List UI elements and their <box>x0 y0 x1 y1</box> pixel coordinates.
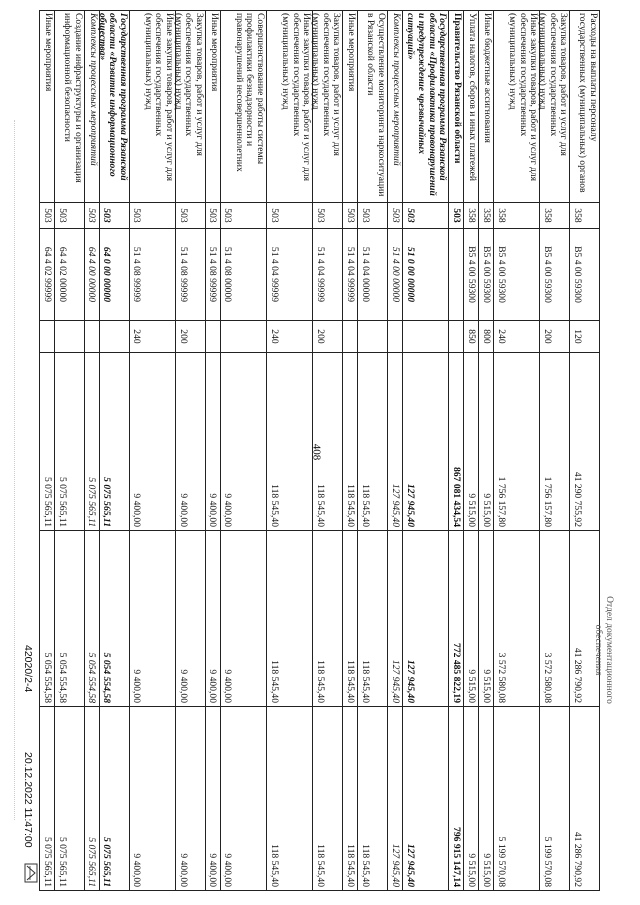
cell-v2 <box>99 531 129 707</box>
cell-vr-text: 240 <box>131 329 143 344</box>
cell-code-text: 503 <box>450 208 462 223</box>
cell-v1 <box>54 353 84 531</box>
cell-vr <box>266 321 312 353</box>
cell-vr <box>402 321 448 353</box>
cell-code-text: 358 <box>465 208 477 223</box>
cell-code <box>84 203 99 229</box>
cell-code <box>266 203 312 229</box>
cell-v3-text: 5 075 565,11 <box>41 836 53 887</box>
cell-name-text: Совершенствование работы системы профилактики безнадзорности и правонарушений несовершеннолетних <box>233 13 266 172</box>
cell-v3 <box>402 707 448 891</box>
cell-v1-text: 1 756 157,80 <box>495 476 507 527</box>
cell-vr <box>539 321 569 353</box>
cell-v2-text: 127 945,40 <box>389 659 401 703</box>
cell-v1 <box>129 353 175 531</box>
cell-v2 <box>448 531 463 707</box>
cell-v3 <box>84 707 99 891</box>
cell-name <box>266 11 312 203</box>
cell-v2 <box>84 531 99 707</box>
cell-vr-text: 800 <box>480 329 492 344</box>
cell-vr <box>493 321 539 353</box>
cell-code <box>342 203 357 229</box>
cell-target-text: 64 4 02 99999 <box>41 246 53 303</box>
cell-v1-text: 118 545,40 <box>314 484 326 527</box>
cell-target <box>220 229 266 321</box>
cell-v2-text: 9 400,00 <box>131 669 143 703</box>
cell-code-text: 503 <box>222 208 234 223</box>
cell-code <box>99 203 129 229</box>
cell-v3-text: 41 286 790,92 <box>571 831 583 887</box>
cell-name-text: Иные бюджетные ассигнования <box>481 13 493 143</box>
cell-v1-text: 118 545,40 <box>359 484 371 527</box>
cell-target <box>312 229 342 321</box>
cell-v3 <box>478 707 493 891</box>
cell-target-text: 51 0 00 00000 <box>404 246 416 303</box>
cell-vr <box>205 321 220 353</box>
cell-target <box>205 229 220 321</box>
cell-vr <box>129 321 175 353</box>
cell-name <box>569 11 599 203</box>
cell-name-text: Осуществление мониторинга наркоситуации в Рязанской области <box>365 13 387 197</box>
cell-name-text: Иные закупки товаров, работ и услуг для обеспечения государственных (муниципальных) нужд <box>280 13 313 182</box>
cell-v3-text: 127 945,40 <box>404 843 416 887</box>
department-stamp <box>592 560 614 740</box>
cell-name <box>402 11 448 203</box>
cell-vr-text: 850 <box>465 329 477 344</box>
cell-v3 <box>493 707 539 891</box>
cell-v1-text: 1 756 157,80 <box>541 476 553 527</box>
cell-name-text: Уплата налогов, сборов и иных платежей <box>467 13 479 182</box>
cell-name-text: Закупка товаров, работ и услуг для обеспечения государственных (муниципальных) нужд <box>172 13 205 156</box>
cell-name-text: Иные мероприятия <box>208 13 220 92</box>
cell-v1 <box>99 353 129 531</box>
cell-v2-text: 118 545,40 <box>344 660 356 703</box>
cell-target <box>84 229 99 321</box>
cell-name <box>205 11 220 203</box>
cell-code <box>205 203 220 229</box>
stamp-line-2: обеспечения <box>593 624 603 676</box>
cell-name-text: Расходы на выплаты персоналу государственных (муниципальных) органов <box>577 13 599 193</box>
cell-code <box>54 203 84 229</box>
cell-v3 <box>205 707 220 891</box>
cell-v3-text: 5 199 570,08 <box>495 836 507 887</box>
cell-v2 <box>493 531 539 707</box>
cell-target <box>39 229 54 321</box>
cell-v1 <box>539 353 569 531</box>
cell-name <box>493 11 539 203</box>
cell-v2-text: 118 545,40 <box>359 660 371 703</box>
cell-name <box>220 11 266 203</box>
cell-target-text: B5 4 00 59300 <box>495 246 507 303</box>
cell-code-text: 503 <box>314 208 326 223</box>
cell-v1 <box>175 353 205 531</box>
cell-vr-text: 200 <box>314 329 326 344</box>
footer-doc-id: 42020/2-4 <box>22 645 34 693</box>
cell-v3 <box>99 707 129 891</box>
cell-target <box>357 229 387 321</box>
cell-target <box>463 229 478 321</box>
cell-vr-text: 120 <box>571 329 583 344</box>
cell-v1 <box>357 353 387 531</box>
cell-v2 <box>539 531 569 707</box>
cell-v3 <box>175 707 205 891</box>
cell-target-text: 51 4 00 00000 <box>389 246 401 303</box>
cell-v1 <box>84 353 99 531</box>
cell-name <box>54 11 84 203</box>
cell-v3-text: 9 515,00 <box>465 853 477 887</box>
cell-v1-text: 118 545,40 <box>344 484 356 527</box>
cell-v1-text: 9 400,00 <box>177 493 189 527</box>
cell-code-text: 503 <box>177 208 189 223</box>
cell-vr-text: 240 <box>268 329 280 344</box>
cell-name <box>387 11 402 203</box>
cell-v3-text: 5 075 565,11 <box>56 836 68 887</box>
cell-name-text: Иные закупки товаров, работ и услуг для обеспечения государственных (муниципальных) нужд <box>142 13 175 182</box>
cell-target <box>342 229 357 321</box>
cell-code <box>402 203 448 229</box>
scan-noise <box>14 120 16 820</box>
cell-code <box>220 203 266 229</box>
cell-v3-text: 9 400,00 <box>177 853 189 887</box>
document-logo-icon <box>20 858 42 888</box>
cell-v3-text: 127 945,40 <box>389 843 401 887</box>
cell-vr <box>312 321 342 353</box>
cell-target-text: 51 4 08 99999 <box>207 246 219 303</box>
cell-v2 <box>54 531 84 707</box>
cell-target <box>266 229 312 321</box>
cell-target <box>402 229 448 321</box>
cell-target-text: B5 4 00 59300 <box>480 246 492 303</box>
cell-vr <box>569 321 599 353</box>
cell-v1-text: 9 400,00 <box>131 493 143 527</box>
cell-name-text: Комплексы процессных мероприятий <box>390 13 402 166</box>
cell-vr <box>448 321 463 353</box>
cell-v2-text: 127 945,40 <box>404 659 416 703</box>
cell-v3 <box>54 707 84 891</box>
cell-code <box>357 203 387 229</box>
cell-vr <box>175 321 205 353</box>
cell-target-text: B5 4 00 59300 <box>541 246 553 303</box>
cell-code-text: 503 <box>41 208 53 223</box>
cell-code-text: 358 <box>480 208 492 223</box>
cell-code-text: 358 <box>541 208 553 223</box>
cell-v2-text: 772 485 822,19 <box>450 643 462 703</box>
cell-vr <box>84 321 99 353</box>
cell-v3 <box>387 707 402 891</box>
cell-v1-text: 9 400,00 <box>207 493 219 527</box>
cell-name-text: Иные закупки товаров, работ и услуг для обеспечения государственных (муниципальных) нужд <box>507 13 540 182</box>
cell-v3-text: 5 075 565,11 <box>86 837 98 887</box>
cell-vr-text: 200 <box>541 329 553 344</box>
cell-v3 <box>266 707 312 891</box>
cell-v2 <box>39 531 54 707</box>
cell-v2 <box>220 531 266 707</box>
cell-code-text: 358 <box>571 208 583 223</box>
cell-name-text: Правительство Рязанской области <box>452 13 464 164</box>
cell-v2 <box>175 531 205 707</box>
cell-target <box>493 229 539 321</box>
cell-v2-text: 118 545,40 <box>268 660 280 703</box>
cell-vr <box>387 321 402 353</box>
cell-v3-text: 9 400,00 <box>207 853 219 887</box>
cell-v2-text: 9 400,00 <box>177 669 189 703</box>
cell-name-text: Государственная программа Рязанской области «Профилактика правонарушений и предупреждение чрезвычайных ситуаций» <box>405 13 449 196</box>
cell-target-text: 51 4 08 99999 <box>131 246 143 303</box>
cell-v2-text: 5 054 554,58 <box>101 652 113 703</box>
cell-v1-text: 867 081 434,54 <box>450 467 462 527</box>
cell-v3-text: 9 400,00 <box>222 853 234 887</box>
cell-vr <box>99 321 129 353</box>
cell-vr <box>220 321 266 353</box>
cell-code <box>478 203 493 229</box>
cell-name <box>342 11 357 203</box>
cell-target-text: 64 4 00 00000 <box>86 246 98 303</box>
cell-v1 <box>402 353 448 531</box>
page-number: 408 <box>310 443 323 461</box>
cell-code-text: 503 <box>56 208 68 223</box>
cell-v2 <box>205 531 220 707</box>
cell-name <box>463 11 478 203</box>
cell-v3-text: 5 199 570,08 <box>541 836 553 887</box>
cell-v2-text: 3 572 580,08 <box>495 652 507 703</box>
cell-v2-text: 118 545,40 <box>314 660 326 703</box>
cell-v3-text: 118 545,40 <box>344 844 356 887</box>
cell-v3 <box>539 707 569 891</box>
cell-v3-text: 118 545,40 <box>268 844 280 887</box>
cell-v1 <box>342 353 357 531</box>
cell-target <box>387 229 402 321</box>
cell-code <box>493 203 539 229</box>
cell-v3-text: 9 400,00 <box>131 853 143 887</box>
cell-code-text: 503 <box>207 208 219 223</box>
cell-target-text: 51 4 04 99999 <box>268 246 280 303</box>
cell-code-text: 503 <box>389 208 401 223</box>
cell-v2-text: 9 400,00 <box>222 669 234 703</box>
cell-name <box>448 11 463 203</box>
cell-vr-text: 240 <box>495 329 507 344</box>
stamp-line-1: Отдел документационного <box>604 596 614 704</box>
cell-v2 <box>312 531 342 707</box>
cell-name-text: Государственная программа Рязанской области «Развитие информационного общества» <box>96 13 129 181</box>
cell-v3 <box>220 707 266 891</box>
cell-code-text: 503 <box>101 208 113 223</box>
cell-v3 <box>448 707 463 891</box>
cell-code <box>129 203 175 229</box>
cell-v1-text: 5 075 565,11 <box>101 477 113 527</box>
cell-code <box>312 203 342 229</box>
cell-vr <box>39 321 54 353</box>
cell-v1-text: 9 515,00 <box>465 493 477 527</box>
cell-target-text: B5 4 00 59300 <box>571 246 583 303</box>
cell-target-text: 64 0 00 00000 <box>101 246 113 303</box>
cell-code-text: 358 <box>495 208 507 223</box>
cell-v1-text: 9 400,00 <box>222 493 234 527</box>
cell-code-text: 503 <box>359 208 371 223</box>
cell-name <box>172 11 205 203</box>
cell-name-text: Иные мероприятия <box>346 13 358 92</box>
cell-vr <box>478 321 493 353</box>
cell-name <box>129 11 175 203</box>
cell-v1-text: 127 945,40 <box>389 483 401 527</box>
cell-v2-text: 5 054 554,58 <box>56 652 68 703</box>
cell-name <box>478 11 493 203</box>
cell-vr-text: 200 <box>177 329 189 344</box>
cell-vr <box>342 321 357 353</box>
cell-v3-text: 9 515,00 <box>480 853 492 887</box>
cell-target <box>175 229 205 321</box>
cell-v1-text: 127 945,40 <box>404 483 416 527</box>
cell-v1 <box>478 353 493 531</box>
cell-name-text: Комплексы процессных мероприятий <box>87 13 99 166</box>
cell-v3-text: 118 545,40 <box>359 844 371 887</box>
cell-target-text: 51 4 04 99999 <box>344 246 356 303</box>
cell-v1 <box>39 353 54 531</box>
cell-v1 <box>387 353 402 531</box>
cell-v2-text: 9 400,00 <box>207 669 219 703</box>
cell-code <box>387 203 402 229</box>
cell-target-text: 64 4 02 00000 <box>56 246 68 303</box>
cell-target-text: 51 4 04 99999 <box>314 246 326 303</box>
cell-v1-text: 5 075 565,11 <box>86 477 98 527</box>
cell-code <box>463 203 478 229</box>
cell-target <box>448 229 463 321</box>
cell-v1-text: 118 545,40 <box>268 484 280 527</box>
cell-v3-text: 118 545,40 <box>314 844 326 887</box>
cell-v2-text: 41 286 790,92 <box>571 647 583 703</box>
cell-v1 <box>312 353 342 531</box>
cell-code <box>39 203 54 229</box>
cell-target <box>478 229 493 321</box>
cell-v3 <box>463 707 478 891</box>
cell-vr <box>463 321 478 353</box>
cell-v1 <box>463 353 478 531</box>
cell-v1-text: 41 290 755,92 <box>571 471 583 527</box>
cell-name <box>536 11 570 203</box>
cell-name <box>39 11 54 203</box>
cell-vr <box>357 321 387 353</box>
cell-code <box>175 203 205 229</box>
cell-target <box>569 229 599 321</box>
cell-v1 <box>493 353 539 531</box>
cell-code-text: 503 <box>344 208 356 223</box>
cell-v1 <box>220 353 266 531</box>
cell-v3 <box>342 707 357 891</box>
cell-code <box>539 203 569 229</box>
cell-vr <box>54 321 84 353</box>
cell-v1-text: 5 075 565,11 <box>41 476 53 527</box>
cell-v2-text: 9 515,00 <box>465 669 477 703</box>
cell-v3 <box>357 707 387 891</box>
cell-v2 <box>266 531 312 707</box>
cell-v2 <box>387 531 402 707</box>
cell-target <box>54 229 84 321</box>
cell-name <box>96 11 129 203</box>
cell-v3 <box>312 707 342 891</box>
cell-name <box>84 11 99 203</box>
cell-target-text: B5 4 00 59300 <box>465 246 477 303</box>
cell-v2-text: 9 515,00 <box>480 669 492 703</box>
cell-code-text: 503 <box>404 208 416 223</box>
cell-code-text: 503 <box>131 208 143 223</box>
cell-v2 <box>129 531 175 707</box>
cell-target <box>539 229 569 321</box>
cell-v3-text: 5 075 565,11 <box>101 837 113 887</box>
cell-target <box>129 229 175 321</box>
cell-code <box>448 203 463 229</box>
cell-v1 <box>569 353 599 531</box>
cell-v1 <box>448 353 463 531</box>
cell-v1-text: 5 075 565,11 <box>56 476 68 527</box>
cell-name-text: Иные мероприятия <box>42 13 54 92</box>
cell-v2 <box>402 531 448 707</box>
cell-v1 <box>266 353 312 531</box>
cell-target-text: 51 4 04 00000 <box>359 246 371 303</box>
cell-v3 <box>129 707 175 891</box>
cell-v2 <box>478 531 493 707</box>
cell-v2 <box>463 531 478 707</box>
cell-name-text: Закупка товаров, работ и услуг для обеспечения государственных (муниципальных) нужд <box>309 13 343 156</box>
cell-name <box>357 11 387 203</box>
cell-code-text: 503 <box>86 208 98 223</box>
cell-v2-text: 3 572 580,08 <box>541 652 553 703</box>
cell-target-text: 51 4 08 99999 <box>177 246 189 303</box>
cell-v2 <box>342 531 357 707</box>
cell-target <box>99 229 129 321</box>
cell-v2 <box>357 531 387 707</box>
cell-code <box>569 203 599 229</box>
cell-v1 <box>205 353 220 531</box>
cell-v3-text: 796 915 147,14 <box>450 827 462 887</box>
cell-v2-text: 5 054 554,58 <box>41 652 53 703</box>
cell-name-text: Создание инфраструктуры и организация информационной безопасности <box>62 13 84 183</box>
cell-v2-text: 5 054 554,58 <box>86 652 98 703</box>
cell-v1-text: 9 515,00 <box>480 493 492 527</box>
cell-name <box>309 11 343 203</box>
footer-datetime: 20.12.2022 11:47:00 <box>22 752 34 848</box>
cell-code-text: 503 <box>268 208 280 223</box>
cell-target-text: 51 4 08 00000 <box>222 246 234 303</box>
cell-name-text: Закупка товаров, работ и услуг для обеспечения государственных (муниципальных) нужд <box>536 13 570 156</box>
